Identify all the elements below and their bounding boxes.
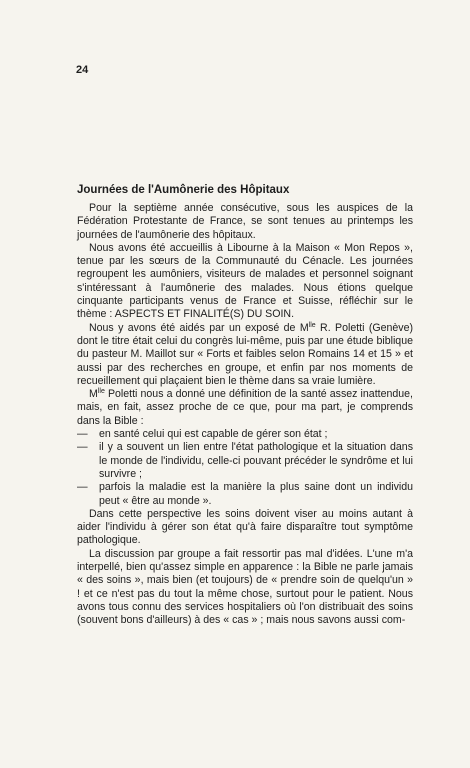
list-dash: — [77,481,88,494]
paragraph-4 [77,388,413,428]
title-abbrev-sup: lle [97,388,105,396]
paragraph-3 [77,322,413,388]
definition-list [77,428,413,508]
paragraph-4-rest: Poletti nous a donné une définition de la santé assez inattendue, mais, en fait, assez proche de ce que, pour ma part, je comprends dans la Bible : [77,388,413,427]
paragraph-4-start: M [89,388,98,401]
paragraph-3-start: Nous y avons été aidés par un exposé de M [89,321,309,334]
paragraph-6: La discussion par groupe a fait ressortir pas mal d'idées. L'une m'a interpellé, bien qu'assez simple en apparence : la Bible ne parle jamais « des soins », mais bien (et toujours) de « prendre soin de quelqu'un » ! et ce n'est pas du tout la même chose, surtout pour le patient. Nous avons tous connu des services hospitaliers où l'on distribuait des soins (souvent bons d'ailleurs) à des « cas » ; mais nous savons aussi com- [77,547,413,627]
section-heading: Journées de l'Aumônerie des Hôpitaux [77,184,290,196]
title-abbrev-sup: lle [308,321,316,329]
paragraph-2: Nous avons été accueillis à Libourne à la Maison « Mon Repos », tenue par les sœurs de la Communauté du Cénacle. Les journées regroupent les aumôniers, visiteurs de malades et personnel soignant s'intéressant à l'aumônerie des malades. Nous étions quelque cinquante participants venus de France et Suisse, réfléchir sur le thème : ASPECTS ET FINALITÉ(S) DU SOIN. [77,241,413,321]
list-item [77,441,413,481]
list-dash: — [77,441,88,454]
paragraph-3-rest: R. Poletti (Genève) dont le titre était celui du congrès lui-même, puis par une étude biblique du pasteur M. Maillot sur « Forts et faibles selon Romains 14 et 15 » et aussi par des recherches en groupe, et enfin par nos moments de recueillement qui plaçaient bien le thème dans sa vraie lumière. [77,321,413,387]
list-item-text: il y a souvent un lien entre l'état pathologique et la situation dans le monde de l'individu, celle-ci pouvant précéder le syndrôme et lui survivre ; [99,441,413,480]
list-item [77,428,413,441]
list-item-text: parfois la maladie est la manière la plus saine dont un individu peut « être au monde ». [99,481,413,507]
list-item [77,481,413,508]
page-number: 24 [76,64,89,76]
article [77,184,413,628]
paragraph-1: Pour la septième année consécutive, sous les auspices de la Fédération Protestante de France, se sont tenues au printemps les journées de l'aumônerie des hôpitaux. [77,202,413,241]
paragraph-5: Dans cette perspective les soins doivent viser au moins autant à aider l'individu à gérer son état qu'à faire disparaître tout symptôme pathologique. [77,507,413,547]
list-item-text: en santé celui qui est capable de gérer son état ; [99,428,328,441]
list-dash: — [77,428,88,441]
